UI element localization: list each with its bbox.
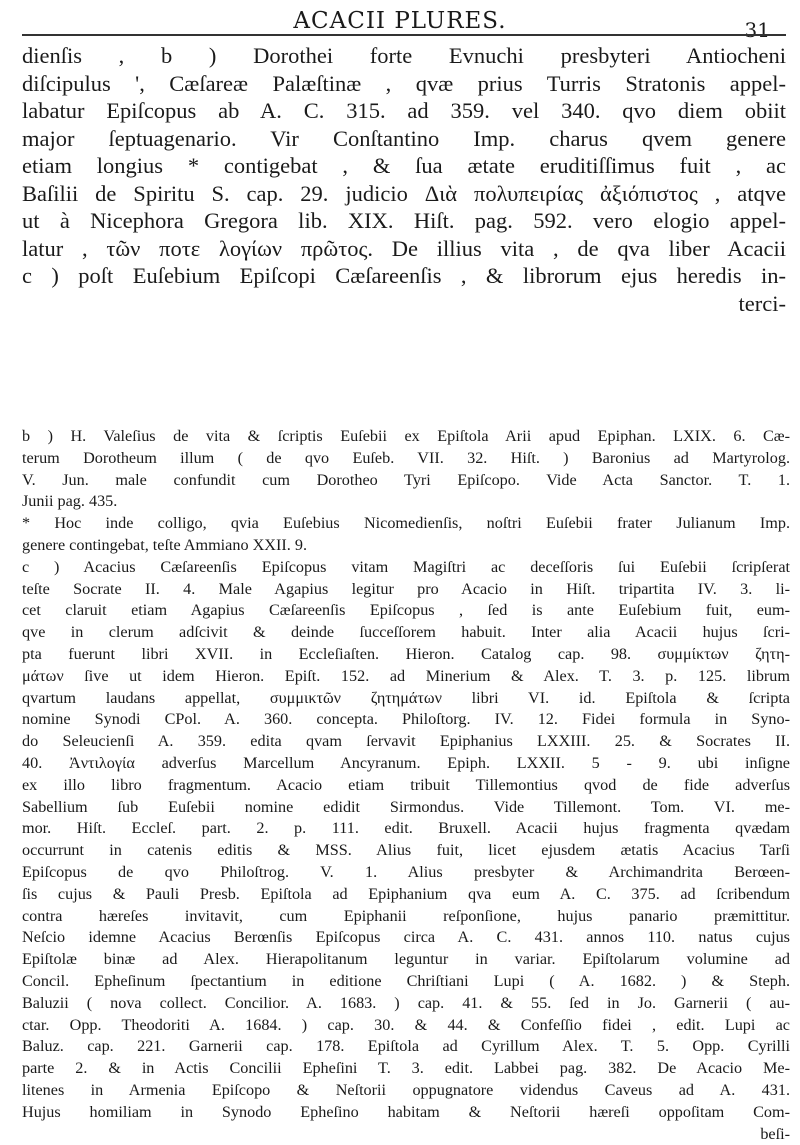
text-line: etiam longius * contigebat , & ſua ætate eruditiſſimus fuit , ac bbox=[22, 152, 786, 180]
text-line: latur , τῶν ποτε λογίων πρῶτος. De illius vita , de qva liber Acacii bbox=[22, 235, 786, 263]
footnote-line: Neſcio idemne Acacius Berœnſis Epiſcopus circa A. C. 431. annos 110. natus cujus bbox=[22, 927, 790, 949]
footnote-line: V. Jun. male confundit cum Dorotheo Tyri Epiſcopo. Vide Acta Sanctor. T. 1. bbox=[22, 470, 790, 492]
footnote-line: pta fuerunt libri XVII. in Eccleſiaſten. Hieron. Catalog cap. 98. συμμίκτων ζητη- bbox=[22, 644, 790, 666]
footnote-line: c ) Acacius Cæſareenſis Epiſcopus vitam Magiſtri ac deceſſoris ſui Euſebii ſcripſerat bbox=[22, 557, 790, 579]
footnote-line: * Hoc inde colligo, qvia Euſebius Nicomedienſis, noſtri Euſebii frater Julianum Imp. bbox=[22, 513, 790, 535]
footnote-line: qve in clerum adſcivit & deinde ſucceſſorem habuit. Inter alia Acacii hujus ſcri- bbox=[22, 622, 790, 644]
main-text bbox=[22, 42, 786, 317]
footnote-line: ſis cujus & Pauli Presb. Epiſtola ad Epiphanium qva eum A. C. 375. ad ſcribendum bbox=[22, 884, 790, 906]
footnote-line: μάτων ſive ut idem Hieron. Epiſt. 152. ad Minerium & Alex. T. 3. p. 125. librum bbox=[22, 666, 790, 688]
footnote-line: do Seleucienſi A. 359. edita qvam ſervavit Epiphanius LXXIII. 25. & Socrates II. bbox=[22, 731, 790, 753]
footnote-line: qvartum laudans appellat, συμμικτῶν ζητημάτων libri VI. id. Epiſtola & ſcripta bbox=[22, 688, 790, 710]
footnote-line: terum Dorotheum illum ( de qvo Euſeb. VII. 32. Hiſt. ) Baronius ad Martyrolog. bbox=[22, 448, 790, 470]
text-line: labatur Epiſcopus ab A. C. 315. ad 359. vel 340. qvo diem obiit bbox=[22, 97, 786, 125]
page-number: 31 bbox=[745, 18, 770, 42]
footnote-line: b ) H. Valeſius de vita & ſcriptis Euſebii ex Epiſtola Arii apud Epiphan. LXIX. 6. Cæ- bbox=[22, 426, 790, 448]
text-line: c ) poſt Euſebium Epiſcopi Cæſareenſis , & librorum ejus heredis in- bbox=[22, 262, 786, 290]
footnote-line: mor. Hiſt. Eccleſ. part. 2. p. 111. edit. Bruxell. Acacii hujus fragmenta qvædam bbox=[22, 818, 790, 840]
footnote-line: ex illo libro fragmentum. Acacio etiam tribuit Tillemontius qvod de fide adverſus bbox=[22, 775, 790, 797]
footnote-line: Baluzii ( nova collect. Concilior. A. 1683. ) cap. 41. & 55. ſed in Jo. Garnerii ( au- bbox=[22, 993, 790, 1015]
footnote-line: occurrunt in catenis editis & MSS. Alius fuit, licet ejusdem ætatis Acacius Tarſi bbox=[22, 840, 790, 862]
catchword: beſi- bbox=[22, 1124, 790, 1145]
text-line: diſcipulus ', Cæſareæ Palæſtinæ , qvæ prius Turris Stratonis appel- bbox=[22, 70, 786, 98]
footnote-line: Epiſcopus de qvo Philoſtrog. V. 1. Alius presbyter & Archimandrita Berœen- bbox=[22, 862, 790, 884]
text-line: ut à Nicephora Gregora lib. XIX. Hiſt. pag. 592. vero elogio appel- bbox=[22, 207, 786, 235]
footnote-line: teſte Socrate II. 4. Male Agapius legitur pro Acacio in Hiſt. tripartita IV. 3. li- bbox=[22, 579, 790, 601]
footnote-line: contra hæreſes invitavit, cum Epiphanii reſponſione, hujus panario præmittitur. bbox=[22, 906, 790, 928]
footnote-line: cet claruit etiam Agapius Cæſareenſis Epiſcopus , ſed is ante Euſebium fuit, eum- bbox=[22, 600, 790, 622]
footnote-line: ctar. Opp. Theodoriti A. 1684. ) cap. 30. & 44. & Confeſſio fidei , edit. Lupi ac bbox=[22, 1015, 790, 1037]
footnote-line: litenes in Armenia Epiſcopo & Neſtorii oppugnatore videndus Caveus ad A. 431. bbox=[22, 1080, 790, 1102]
text-line: major ſeptuagenario. Vir Conſtantino Imp. charus qvem genere bbox=[22, 125, 786, 153]
footnote-line: Hujus homiliam in Synodo Epheſino habitam & Neſtorii hæreſi oppoſitam Com- bbox=[22, 1102, 790, 1124]
footnote-line: Sabellium ſub Euſebii nomine edidit Sirmondus. Vide Tillemont. Tom. VI. me- bbox=[22, 797, 790, 819]
text-line: Baſilii de Spiritu S. cap. 29. judicio Διὰ πολυπειρίας ἀξιόπιστος , atqve bbox=[22, 180, 786, 208]
footnote-line: Epiſtolæ binæ ad Alex. Hierapolitanum leguntur in variar. Epiſtolarum volumine ad bbox=[22, 949, 790, 971]
footnote-line: Baluz. cap. 221. Garnerii cap. 178. Epiſtola ad Cyrillum Alex. T. 5. Opp. Cyrilli bbox=[22, 1036, 790, 1058]
text-line: dienſis , b ) Dorothei forte Evnuchi presbyteri Antiocheni bbox=[22, 42, 786, 70]
header-rule bbox=[22, 34, 786, 36]
footnote-line: nomine Synodi CPol. A. 360. concepta. Philoſtorg. IV. 12. Fidei formula in Syno- bbox=[22, 709, 790, 731]
catchword: terci- bbox=[22, 290, 786, 318]
footnote-line: parte 2. & in Actis Concilii Epheſini T. 3. edit. Labbei pag. 382. De Acacio Me- bbox=[22, 1058, 790, 1080]
footnote-line: Concil. Epheſinum ſpectantium in editione Chriſtiani Lupi ( A. 1682. ) & Steph. bbox=[22, 971, 790, 993]
running-head: ACACII PLURES. bbox=[0, 8, 800, 34]
footnotes bbox=[22, 426, 790, 1145]
footnote-line: Junii pag. 435. bbox=[22, 491, 790, 513]
footnote-line: genere contingebat, teſte Ammiano XXII. 9. bbox=[22, 535, 790, 557]
footnote-line: 40. Ἀντιλογία adverſus Marcellum Ancyranum. Epiph. LXXII. 5 - 9. ubi inſigne bbox=[22, 753, 790, 775]
